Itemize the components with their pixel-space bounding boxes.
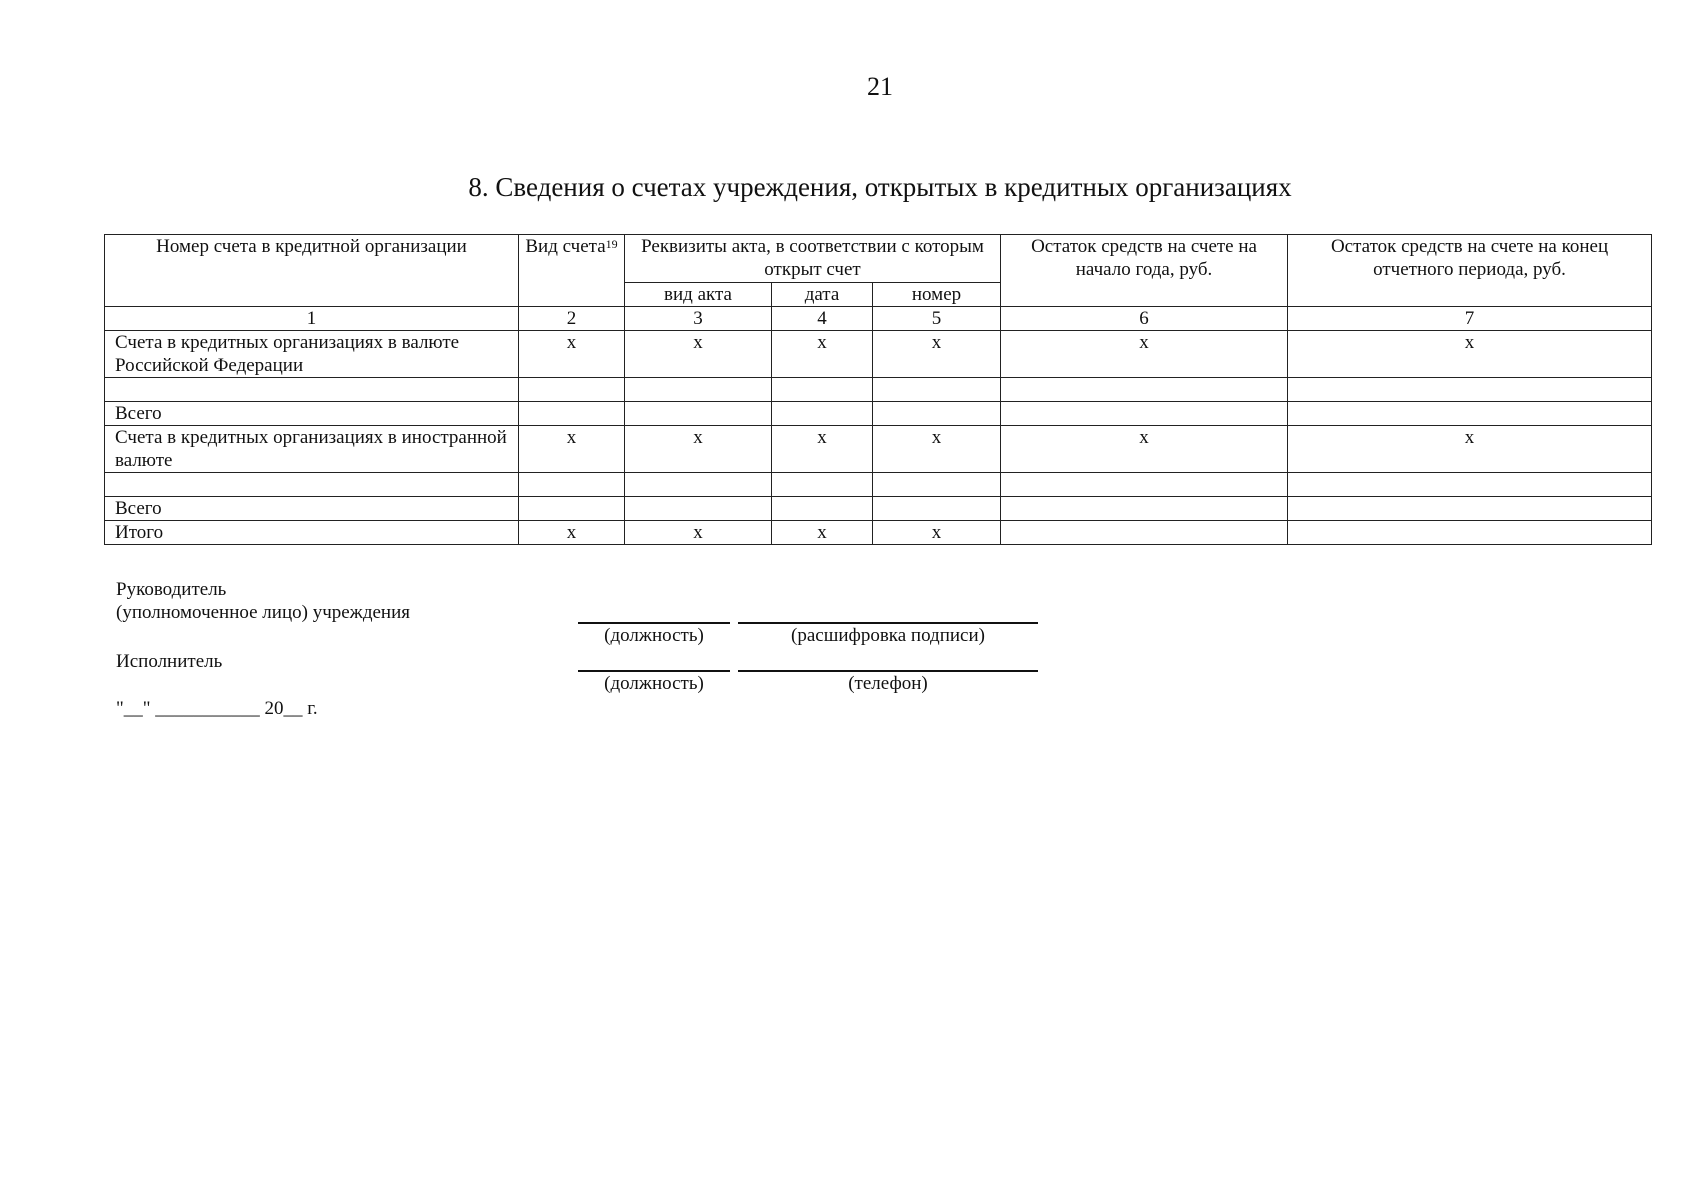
table-cell: x xyxy=(625,426,772,473)
table-cell xyxy=(772,473,873,497)
table-cell: x xyxy=(519,521,625,545)
table-cell xyxy=(772,378,873,402)
header-act-date: дата xyxy=(772,283,873,307)
table-cell: x xyxy=(772,426,873,473)
row-label xyxy=(105,378,519,402)
table-cell xyxy=(519,473,625,497)
table-cell: x xyxy=(1001,331,1288,378)
table-cell xyxy=(873,402,1001,426)
table-cell: x xyxy=(1001,426,1288,473)
row-label: Всего xyxy=(105,402,519,426)
table-cell xyxy=(1288,521,1652,545)
table-cell xyxy=(873,497,1001,521)
head-label-line2: (уполномоченное лицо) учреждения xyxy=(116,602,410,623)
header-account-type xyxy=(519,235,625,307)
head-position-caption: (должность) xyxy=(604,625,704,646)
signature-decoding-caption: (расшифровка подписи) xyxy=(791,625,985,646)
table-cell xyxy=(1288,497,1652,521)
table-cell: x xyxy=(1288,426,1652,473)
column-number: 6 xyxy=(1001,307,1288,331)
date-line: "__" ___________ 20__ г. xyxy=(116,698,318,719)
table-cell xyxy=(1288,402,1652,426)
head-label-line1: Руководитель xyxy=(116,579,227,600)
table-cell xyxy=(1288,473,1652,497)
table-cell: x xyxy=(873,426,1001,473)
column-number: 1 xyxy=(105,307,519,331)
table-cell xyxy=(1001,473,1288,497)
footnote-marker: 19 xyxy=(605,237,618,251)
header-account-number: Номер счета в кредитной организации xyxy=(105,235,519,307)
table-cell: x xyxy=(772,331,873,378)
row-label: Счета в кредитных организациях в валюте Российской Федерации xyxy=(105,331,519,378)
table-cell xyxy=(772,402,873,426)
table-cell: x xyxy=(873,331,1001,378)
table-row xyxy=(105,473,1652,497)
table-cell xyxy=(1001,402,1288,426)
head-position-line xyxy=(578,622,730,624)
table-cell xyxy=(519,402,625,426)
page-number: 21 xyxy=(867,72,893,101)
table-cell xyxy=(519,378,625,402)
table-cell xyxy=(772,497,873,521)
table-cell xyxy=(873,378,1001,402)
table-cell xyxy=(1288,378,1652,402)
executor-position-line xyxy=(578,670,730,672)
header-act-number: номер xyxy=(873,283,1001,307)
table-row xyxy=(105,378,1652,402)
table-cell xyxy=(625,402,772,426)
column-number-row xyxy=(105,307,1652,331)
header-account-type-text: Вид счета xyxy=(525,236,606,257)
table-row xyxy=(105,402,1652,426)
executor-label: Исполнитель xyxy=(116,651,223,672)
header-act-details: Реквизиты акта, в соответствии с которым открыт счет xyxy=(625,235,1001,283)
table-cell xyxy=(519,497,625,521)
table-cell: x xyxy=(625,521,772,545)
table-cell xyxy=(625,473,772,497)
row-label xyxy=(105,473,519,497)
table-row xyxy=(105,521,1652,545)
row-label: Счета в кредитных организациях в иностранной валюте xyxy=(105,426,519,473)
header-row xyxy=(105,235,1652,283)
table-cell xyxy=(625,497,772,521)
head-label xyxy=(116,578,410,624)
table-cell: x xyxy=(519,426,625,473)
column-number: 3 xyxy=(625,307,772,331)
header-balance-start: Остаток средств на счете на начало года, руб. xyxy=(1001,235,1288,307)
table-row xyxy=(105,331,1652,378)
table-cell: x xyxy=(625,331,772,378)
row-label: Итого xyxy=(105,521,519,545)
row-label: Всего xyxy=(105,497,519,521)
executor-phone-line xyxy=(738,670,1038,672)
table-cell xyxy=(873,473,1001,497)
column-number: 2 xyxy=(519,307,625,331)
column-number: 4 xyxy=(772,307,873,331)
column-number: 7 xyxy=(1288,307,1652,331)
table-cell: x xyxy=(519,331,625,378)
head-signature-line xyxy=(738,622,1038,624)
table-cell xyxy=(1001,497,1288,521)
column-number: 5 xyxy=(873,307,1001,331)
header-act-type: вид акта xyxy=(625,283,772,307)
table-row xyxy=(105,426,1652,473)
phone-caption: (телефон) xyxy=(848,673,928,694)
header-balance-end: Остаток средств на счете на конец отчетного периода, руб. xyxy=(1288,235,1652,307)
table-cell: x xyxy=(772,521,873,545)
table-cell xyxy=(1001,378,1288,402)
table-cell: x xyxy=(873,521,1001,545)
accounts-table xyxy=(104,234,1652,545)
executor-position-caption: (должность) xyxy=(604,673,704,694)
page-title: 8. Сведения о счетах учреждения, открытых в кредитных организациях xyxy=(468,172,1292,202)
table-cell xyxy=(625,378,772,402)
table-row xyxy=(105,497,1652,521)
table-cell: x xyxy=(1288,331,1652,378)
table-cell xyxy=(1001,521,1288,545)
